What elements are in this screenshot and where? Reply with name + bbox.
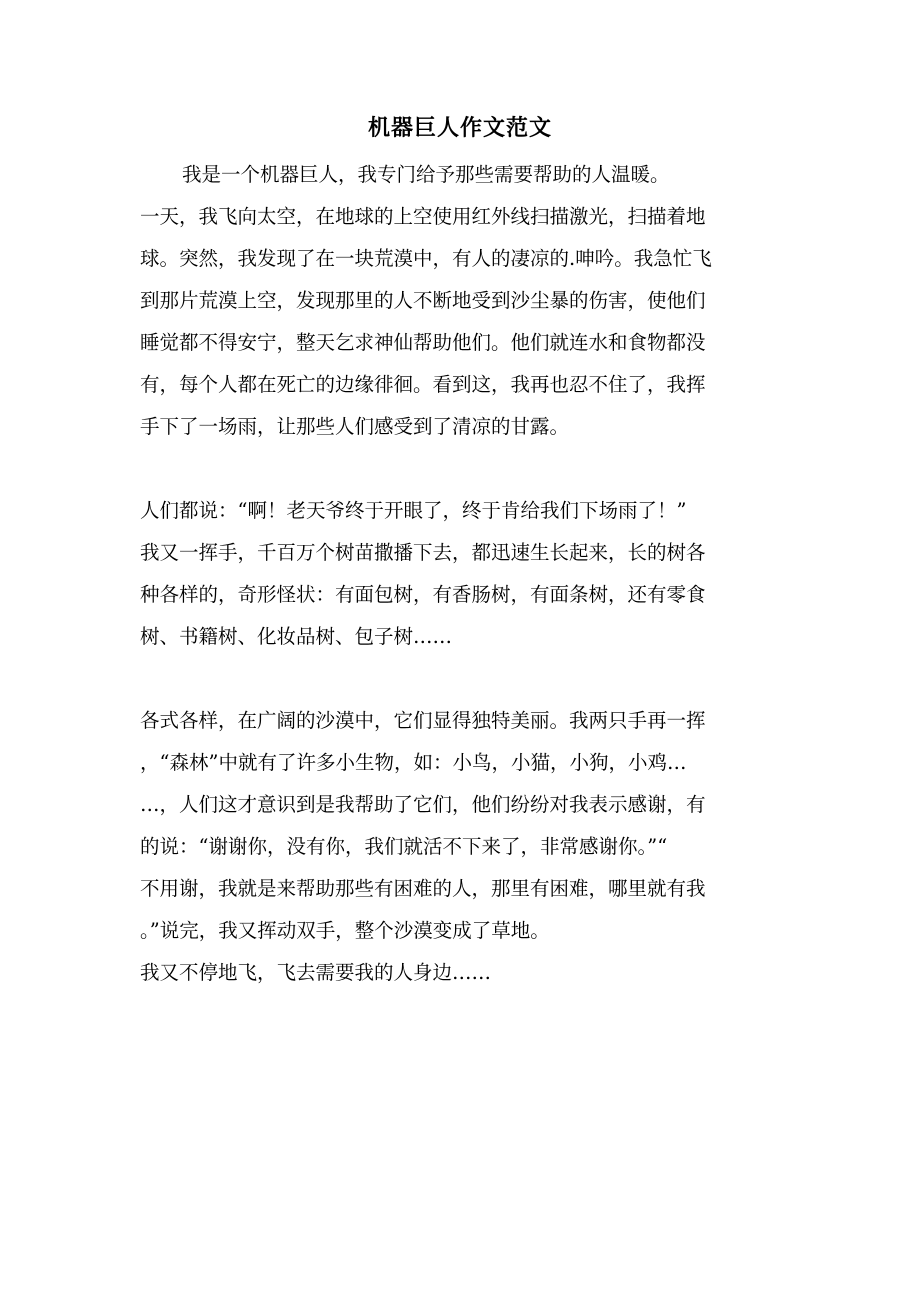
document-body	[140, 154, 780, 994]
text-line: ，“森林”中就有了许多小生物，如：小鸟，小猫，小狗，小鸡…	[140, 751, 687, 774]
text-line: 我又一挥手，千百万个树苗撒播下去，都迅速生长起来，长的树各	[140, 541, 706, 564]
text-line: 一天，我飞向太空，在地球的上空使用红外线扫描激光，扫描着地	[140, 205, 706, 228]
text-line: 树、书籍树、化妆品树、包子树……	[140, 625, 453, 648]
text-line: 睡觉都不得安宁，整天乞求神仙帮助他们。他们就连水和食物都没	[140, 331, 706, 354]
text-line: 我又不停地飞，飞去需要我的人身边……	[140, 961, 492, 984]
text-line: 人们都说：“啊！老天爷终于开眼了，终于肯给我们下场雨了！”	[140, 499, 687, 522]
text-line: 球。突然，我发现了在一块荒漠中，有人的凄凉的.呻吟。我急忙飞	[140, 247, 712, 270]
text-line: 有，每个人都在死亡的边缘徘徊。看到这，我再也忍不住了，我挥	[140, 373, 706, 396]
text-line: 种各样的，奇形怪状：有面包树，有香肠树，有面条树，还有零食	[140, 583, 706, 606]
text-line: 各式各样，在广阔的沙漠中，它们显得独特美丽。我两只手再一挥	[140, 709, 706, 732]
paragraph-gap	[140, 658, 780, 700]
document-title: 机器巨人作文范文	[367, 115, 552, 141]
paragraph-gap	[140, 448, 780, 490]
text-line: 到那片荒漠上空，发现那里的人不断地受到沙尘暴的伤害，使他们	[140, 289, 706, 312]
text-line: 的说：“谢谢你，没有你，我们就活不下来了，非常感谢你。”“	[140, 835, 668, 858]
text-line: …，人们这才意识到是我帮助了它们，他们纷纷对我表示感谢，有	[140, 793, 706, 816]
text-line: 不用谢，我就是来帮助那些有困难的人，那里有困难，哪里就有我	[140, 877, 706, 900]
text-line: 手下了一场雨，让那些人们感受到了清凉的甘露。	[140, 415, 570, 438]
text-line: 我是一个机器巨人，我专门给予那些需要帮助的人温暖。	[182, 163, 670, 186]
text-line: 。”说完，我又挥动双手，整个沙漠变成了草地。	[140, 919, 550, 942]
